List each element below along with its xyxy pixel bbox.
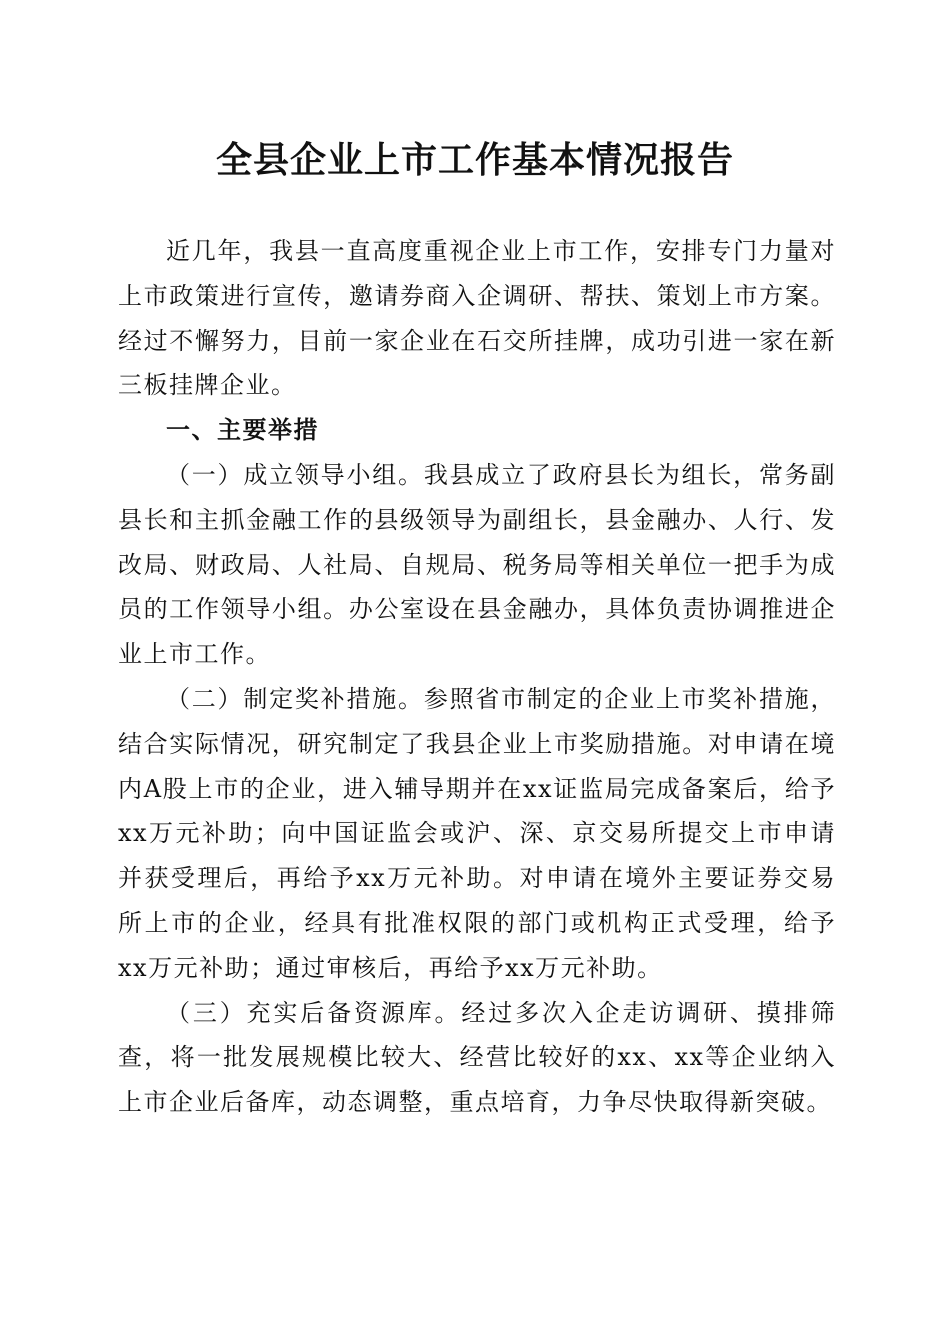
item-lead-leading-group: （一）成立领导小组。 [166, 460, 424, 489]
item-paragraph-subsidy-measures [118, 677, 836, 991]
document-body [118, 229, 836, 1125]
item-text-reserve-pool: 经过多次入企走访调研、摸排筛查，将一批发展规模比较大、经营比较好的xx、xx等企业纳入上市企业后备库，动态调整，重点培育，力争尽快取得新突破。 [118, 998, 837, 1117]
section-heading-main-measures: 一、主要举措 [166, 416, 319, 445]
item-paragraph-reserve-pool [118, 991, 836, 1125]
item-paragraph-leading-group [118, 453, 836, 677]
intro-paragraph: 近几年，我县一直高度重视企业上市工作，安排专门力量对上市政策进行宣传，邀请券商入企调研、帮扶、策划上市方案。经过不懈努力，目前一家企业在石交所挂牌，成功引进一家在新三板挂牌企业。 [118, 237, 836, 400]
item-text-subsidy-measures: 参照省市制定的企业上市奖补措施，结合实际情况，研究制定了我县企业上市奖励措施。对申请在境内A股上市的企业，进入辅导期并在xx证监局完成备案后，给予xx万元补助；向中国证监会或沪、深、京交易所提交上市申请并获受理后，再给予xx万元补助。对申请在境外主要证券交易所上市的企业，经具有批准权限的部门或机构正式受理，给予xx万元补助；通过审核后，再给予xx万元补助。 [118, 684, 837, 982]
item-lead-subsidy-measures: （二）制定奖补措施。 [166, 684, 424, 713]
item-text-leading-group: 我县成立了政府县长为组长，常务副县长和主抓金融工作的县级领导为副组长，县金融办、人行、发改局、财政局、人社局、自规局、税务局等相关单位一把手为成员的工作领导小组。办公室设在县金融办，具体负责协调推进企业上市工作。 [118, 460, 837, 669]
document-title: 全县企业上市工作基本情况报告 [215, 139, 734, 181]
item-lead-reserve-pool: （三）充实后备资源库。 [166, 998, 462, 1027]
